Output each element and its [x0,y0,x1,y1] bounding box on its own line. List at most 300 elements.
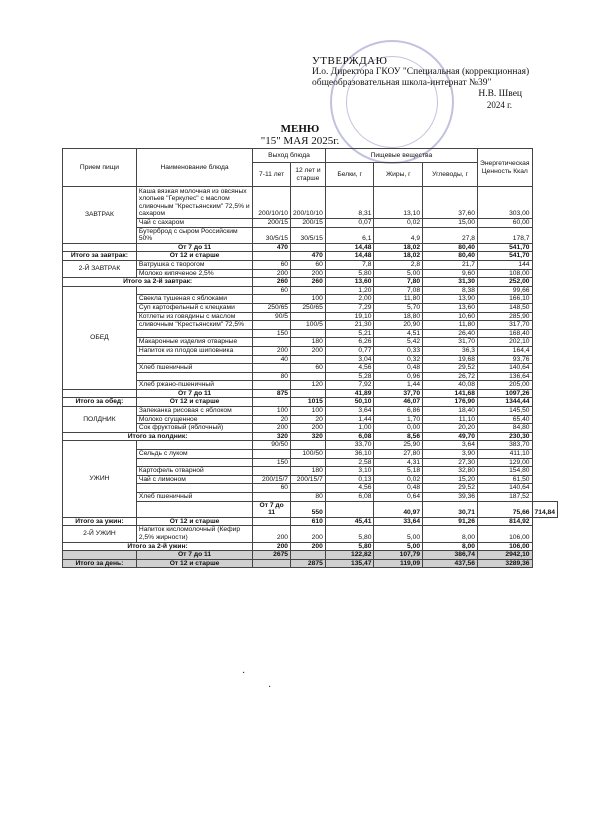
dish-name: Молоко кипяченое 2,5% [136,269,252,278]
output-7-11 [253,450,291,459]
output-7-11: 875 [253,389,291,398]
protein-value: 3,04 [325,355,374,364]
protein-value: 3,10 [325,467,374,476]
output-12-plus: 180 [291,338,326,347]
carbs-value: 8,00 [423,542,478,551]
protein-value: 3,64 [325,407,374,416]
protein-value: 4,56 [325,484,374,493]
protein-value: 14,48 [325,252,374,261]
fat-value: 1,70 [374,415,423,424]
output-12-plus: 180 [291,467,326,476]
protein-value: 5,80 [325,269,374,278]
fat-value: 0,32 [374,355,423,364]
output-7-11: 150 [253,458,291,467]
energy-value: 1344,44 [478,398,533,407]
output-7-11: 80 [253,372,291,381]
output-7-11: 60 [253,260,291,269]
age-group-label: От 12 и старше [136,559,252,568]
protein-value: 50,10 [325,398,374,407]
fat-value: 0,33 [374,346,423,355]
menu-row [63,243,558,252]
carbs-value: 37,60 [423,187,478,219]
age-group-label: От 7 до 11 [136,551,252,560]
energy-value: 61,50 [478,475,533,484]
dish-name [136,458,252,467]
menu-row [63,484,558,493]
carbs-value: 80,40 [423,243,478,252]
menu-row [63,346,558,355]
protein-value: 13,60 [325,278,374,287]
output-7-11: 200 [253,424,291,433]
menu-row [63,321,558,330]
output-7-11: 550 [291,501,326,517]
dish-name: Хлеб ржано-пшеничный [136,381,252,390]
scan-speck: · [268,682,272,693]
header-age-2: 12 лет и старше [291,163,326,187]
output-12-plus: 60 [291,260,326,269]
menu-row [63,458,558,467]
fat-value: 4,51 [374,329,423,338]
energy-value: 383,70 [478,441,533,450]
carbs-value: 18,40 [423,407,478,416]
carbs-value: 26,72 [423,372,478,381]
energy-value: 285,90 [478,312,533,321]
output-12-plus [325,501,374,517]
carbs-value: 27,30 [423,458,478,467]
protein-value: 7,8 [325,260,374,269]
protein-value: 122,82 [325,551,374,560]
output-12-plus: 200 [291,542,326,551]
meal-name: ОБЕД [63,286,137,389]
menu-row [63,187,558,219]
output-7-11 [253,559,291,568]
output-7-11 [253,252,291,261]
fat-value: 13,10 [374,187,423,219]
protein-value: 21,30 [325,321,374,330]
dish-name: Свекла тушеная с яблоками [136,295,252,304]
output-7-11: 30/5/15 [253,227,291,243]
output-7-11: 60 [253,484,291,493]
energy-value: 145,50 [478,407,533,416]
dish-name: Сельдь с луком [136,450,252,459]
protein-value: 45,41 [325,517,374,526]
energy-value: 166,10 [478,295,533,304]
menu-row [63,219,558,228]
menu-row [63,355,558,364]
header-age-1: 7-11 лет [253,163,291,187]
menu-row [63,467,558,476]
carbs-value: 3,64 [423,441,478,450]
menu-table [62,148,558,568]
output-12-plus: 100 [291,407,326,416]
dish-name [136,355,252,364]
output-7-11: 250/65 [253,303,291,312]
carbs-value: 8,00 [423,526,478,542]
carbs-value: 21,7 [423,260,478,269]
carbs-value: 29,52 [423,364,478,373]
menu-row [63,389,558,398]
output-12-plus: 260 [291,278,326,287]
menu-row [63,415,558,424]
protein-value: 0,07 [325,219,374,228]
menu-row [63,338,558,347]
output-12-plus [291,286,326,295]
output-7-11 [253,517,291,526]
energy-value: 3289,36 [478,559,533,568]
protein-value: 1,44 [325,415,374,424]
header-output: Выход блюда [253,149,326,163]
carbs-value: 15,20 [423,475,478,484]
fat-value: 0,00 [374,424,423,433]
output-12-plus [291,441,326,450]
output-12-plus [291,329,326,338]
fat-value: 46,07 [374,398,423,407]
output-7-11: 150 [253,329,291,338]
header-protein: Белки, г [325,163,374,187]
menu-row [63,312,558,321]
fat-value: 0,48 [374,484,423,493]
carbs-value: 31,70 [423,338,478,347]
output-7-11: 260 [253,278,291,287]
output-7-11: 200 [253,526,291,542]
fat-value: 5,00 [374,542,423,551]
protein-value: 4,56 [325,364,374,373]
dish-name [136,484,252,493]
dish-name: Запеканка рисовая с яблоком [136,407,252,416]
output-12-plus: 30/5/15 [291,227,326,243]
dish-name: Каша вязкая молочная из овсяных хлопьев "Геркулес" с маслом сливочным "Крестьянским" 72,5% и сахаром [136,187,252,219]
output-7-11: 200/10/10 [253,187,291,219]
output-7-11 [253,467,291,476]
menu-title: МЕНЮ [280,123,320,135]
energy-value: 1097,26 [478,389,533,398]
total-label: Итого за ужин: [63,517,137,526]
menu-row [63,526,558,542]
output-12-plus [291,389,326,398]
fat-value: 4,31 [374,458,423,467]
output-12-plus: 200 [291,346,326,355]
carbs-value: 13,60 [423,303,478,312]
meal-name: 2-Й ЗАВТРАК [63,260,137,277]
total-label: Итого за полдник: [63,432,253,441]
energy-value: 144 [478,260,533,269]
dish-name: Макаронные изделия отварные [136,338,252,347]
carbs-value: 19,68 [423,355,478,364]
output-7-11: 2675 [253,551,291,560]
fat-value: 11,80 [374,295,423,304]
energy-value: 411,10 [478,450,533,459]
total-label: Итого за завтрак: [63,252,137,261]
output-12-plus: 320 [291,432,326,441]
menu-row [63,372,558,381]
header-carbs: Углеводы, г [423,163,478,187]
carbs-value: 8,38 [423,286,478,295]
dish-name: Чай с лимоном [136,475,252,484]
output-7-11: 20 [253,415,291,424]
carbs-value: 75,66 [478,501,533,517]
dish-name: Бутерброд с сыром Российским 50% [136,227,252,243]
fat-value: 18,02 [374,243,423,252]
dish-name: сливочным "Крестьянским" 72,5% [136,321,252,330]
fat-value: 18,02 [374,252,423,261]
header-meal: Прием пищи [63,149,137,187]
fat-value: 119,09 [374,559,423,568]
energy-value: 84,80 [478,424,533,433]
energy-value: 60,00 [478,219,533,228]
menu-row [63,252,558,261]
output-7-11 [253,295,291,304]
carbs-value: 49,70 [423,432,478,441]
carbs-value: 3,90 [423,450,478,459]
energy-value: 168,40 [478,329,533,338]
output-7-11: 100 [253,407,291,416]
carbs-value: 11,80 [423,321,478,330]
output-7-11: 200 [253,542,291,551]
menu-row [63,407,558,416]
menu-row [63,303,558,312]
output-12-plus: 200 [291,424,326,433]
protein-value: 40,97 [374,501,423,517]
output-7-11: 60 [253,286,291,295]
carbs-value: 29,52 [423,484,478,493]
protein-value: 7,92 [325,381,374,390]
dish-name [136,329,252,338]
protein-value: 2,58 [325,458,374,467]
output-7-11: 90/50 [253,441,291,450]
protein-value: 14,48 [325,243,374,252]
dish-name: Напиток из плодов шиповника [136,346,252,355]
output-12-plus [291,243,326,252]
energy-value: 106,00 [478,542,533,551]
carbs-value: 39,36 [423,493,478,502]
output-7-11 [253,398,291,407]
fat-value: 0,48 [374,364,423,373]
age-group-label: От 12 и старше [136,398,252,407]
age-group-label: От 7 до 11 [253,501,291,517]
output-12-plus: 2875 [291,559,326,568]
protein-value: 5,80 [325,542,374,551]
dish-name: Напиток кисломолочный (Кефир 2,5% жирности) [136,526,252,542]
energy-value: 164,4 [478,346,533,355]
output-7-11: 320 [253,432,291,441]
output-12-plus: 100 [291,295,326,304]
total-label [63,243,137,252]
energy-value: 93,76 [478,355,533,364]
output-12-plus [291,551,326,560]
energy-value: 187,52 [478,493,533,502]
output-12-plus: 200/10/10 [291,187,326,219]
dish-name: Котлеты из говядины с маслом [136,312,252,321]
fat-value: 0,96 [374,372,423,381]
fat-value: 5,70 [374,303,423,312]
energy-value: 205,00 [478,381,533,390]
output-7-11 [253,381,291,390]
energy-value: 140,64 [478,364,533,373]
menu-row [63,260,558,269]
menu-date: "15" МАЯ 2025г. [260,135,340,147]
carbs-value: 10,60 [423,312,478,321]
output-12-plus [291,484,326,493]
carbs-value: 80,40 [423,252,478,261]
approval-line-2: общеобразовательная школа-интернат №39" [312,78,492,88]
output-12-plus: 100/5 [291,321,326,330]
output-12-plus: 80 [291,493,326,502]
output-12-plus: 200 [291,526,326,542]
fat-value: 4,9 [374,227,423,243]
menu-row [63,398,558,407]
menu-body [63,187,558,568]
output-12-plus [291,355,326,364]
output-12-plus: 1015 [291,398,326,407]
dish-name: Ватрушка с творогом [136,260,252,269]
energy-value: 714,84 [532,501,557,517]
output-7-11: 40 [253,355,291,364]
output-12-plus: 20 [291,415,326,424]
fat-value: 6,86 [374,407,423,416]
protein-value: 0,77 [325,346,374,355]
menu-row [63,286,558,295]
energy-value: 140,64 [478,484,533,493]
total-label: Итого за день: [63,559,137,568]
approval-line-1: И.о. Директора ГКОУ "Специальная (коррекционная) [312,67,530,77]
fat-value: 33,64 [374,517,423,526]
fat-value: 0,02 [374,219,423,228]
energy-value: 136,64 [478,372,533,381]
total-label [63,551,137,560]
age-group-label: От 7 до 11 [136,389,252,398]
menu-row [63,551,558,560]
total-label: Итого за 2-й завтрак: [63,278,253,287]
fat-value: 5,00 [374,269,423,278]
approval-date: 2024 г. [486,100,512,110]
dish-name: Суп картофельный с клецками [136,303,252,312]
output-7-11: 200 [253,269,291,278]
carbs-value: 9,60 [423,269,478,278]
header-dish: Наименование блюда [136,149,252,187]
fat-value: 2,8 [374,260,423,269]
fat-value: 27,80 [374,450,423,459]
protein-value: 2,00 [325,295,374,304]
carbs-value: 437,56 [423,559,478,568]
fat-value: 5,42 [374,338,423,347]
energy-value: 252,00 [478,278,533,287]
energy-value: 154,80 [478,467,533,476]
output-12-plus: 200 [291,269,326,278]
carbs-value: 27,8 [423,227,478,243]
output-12-plus [291,312,326,321]
output-7-11 [253,338,291,347]
fat-value: 7,08 [374,286,423,295]
protein-value: 1,20 [325,286,374,295]
carbs-value: 31,30 [423,278,478,287]
output-12-plus [291,458,326,467]
energy-value: 303,00 [478,187,533,219]
fat-value: 30,71 [423,501,478,517]
output-7-11: 470 [253,243,291,252]
protein-value: 6,26 [325,338,374,347]
output-7-11: 200/15 [253,219,291,228]
menu-row [63,441,558,450]
carbs-value: 386,74 [423,551,478,560]
menu-row [63,432,558,441]
carbs-value: 13,90 [423,295,478,304]
energy-value: 202,10 [478,338,533,347]
protein-value: 5,21 [325,329,374,338]
header-energy: Энергетическая Ценность Ккал [478,149,533,187]
fat-value: 25,90 [374,441,423,450]
energy-value: 541,70 [478,252,533,261]
energy-value: 230,30 [478,432,533,441]
protein-value: 5,80 [325,526,374,542]
output-7-11: 200/15/7 [253,475,291,484]
output-12-plus: 250/65 [291,303,326,312]
dish-name: Хлеб пшеничный [136,493,252,502]
menu-row [63,329,558,338]
total-label: Итого за обед: [63,398,137,407]
approval-block [312,56,582,111]
scan-speck: · [242,668,246,679]
carbs-value: 15,00 [423,219,478,228]
energy-value: 99,66 [478,286,533,295]
total-label [136,501,252,517]
menu-row [63,493,558,502]
carbs-value: 141,68 [423,389,478,398]
approval-signature: Н.В. Швец [478,89,522,99]
protein-value: 19,10 [325,312,374,321]
header-fat: Жиры, г [374,163,423,187]
energy-value: 106,00 [478,526,533,542]
menu-row [63,475,558,484]
meal-name: 2-Й УЖИН [63,526,137,542]
menu-row [63,227,558,243]
output-12-plus: 200/15 [291,219,326,228]
output-12-plus: 120 [291,381,326,390]
dish-name: Молоко сгущенное [136,415,252,424]
energy-value: 317,70 [478,321,533,330]
energy-value: 129,00 [478,458,533,467]
output-12-plus [291,372,326,381]
carbs-value: 36,3 [423,346,478,355]
menu-row [63,269,558,278]
meal-name: ПОЛДНИК [63,407,137,433]
menu-row [63,424,558,433]
protein-value: 8,31 [325,187,374,219]
output-12-plus: 60 [291,364,326,373]
protein-value: 7,29 [325,303,374,312]
carbs-value: 40,08 [423,381,478,390]
carbs-value: 32,80 [423,467,478,476]
approval-heading: УТВЕРЖДАЮ [312,55,388,67]
output-12-plus: 200/15/7 [291,475,326,484]
protein-value: 0,13 [325,475,374,484]
energy-value: 814,92 [478,517,533,526]
fat-value: 5,00 [374,526,423,542]
protein-value: 6,08 [325,432,374,441]
carbs-value: 91,26 [423,517,478,526]
dish-name [136,286,252,295]
age-group-label: От 12 и старше [136,517,252,526]
dish-name: Сок фруктовый (яблочный) [136,424,252,433]
age-group-label: От 7 до 11 [136,243,252,252]
menu-row [63,501,558,517]
fat-value: 37,70 [374,389,423,398]
carbs-value: 20,20 [423,424,478,433]
output-7-11 [253,321,291,330]
menu-row [63,295,558,304]
protein-value: 36,10 [325,450,374,459]
energy-value: 541,70 [478,243,533,252]
energy-value: 148,50 [478,303,533,312]
